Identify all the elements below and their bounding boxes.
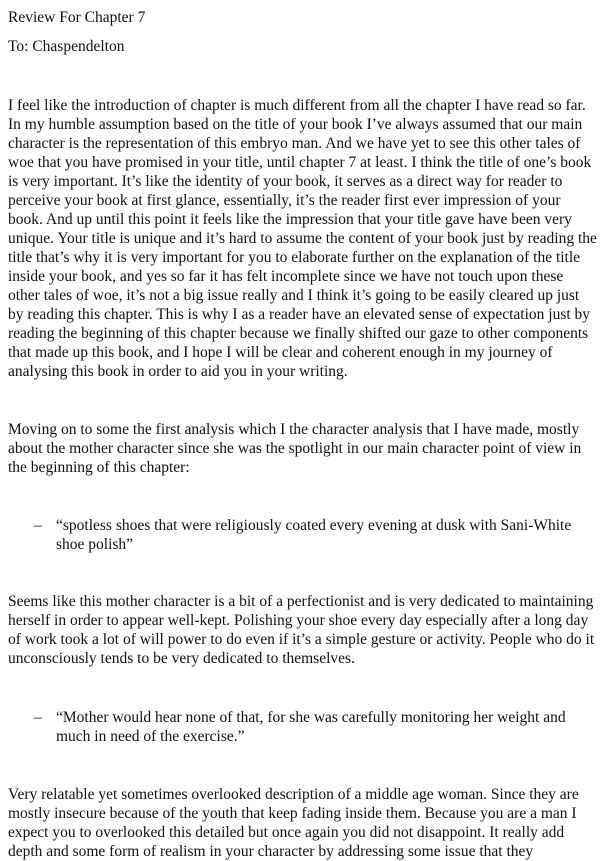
quote-item bbox=[8, 516, 598, 554]
quote-text: “Mother would hear none of that, for she was carefully monitoring her weight and much in need of the exercise.” bbox=[56, 709, 566, 745]
quote-dash-marker: – bbox=[34, 517, 42, 534]
quote-dash-marker: – bbox=[34, 709, 42, 726]
document-title: Review For Chapter 7 bbox=[8, 9, 146, 26]
quote-text: “spotless shoes that were religiously coated every evening at dusk with Sani-White shoe polish” bbox=[56, 517, 572, 553]
quote-item bbox=[8, 708, 598, 746]
paragraph-perfectionist: Seems like this mother character is a bit of a perfectionist and is very dedicated to maintaining herself in order to appear well-kept. Polishing your shoe every day especially after a long day of work took a lot of will power to do even if it’s a simple gesture or activity. People who do it unconsciously tends to be very dedicated to themselves. bbox=[8, 593, 595, 667]
paragraph-introduction: I feel like the introduction of chapter is much different from all the chapter I have read so far. In my humble assumption based on the title of your book I’ve always assumed that our main character is the representation of this embryo man. And we have yet to see this other tales of woe that you have promised in your title, until chapter 7 at least. I think the title of one’s book is very important. It’s like the identity of your book, it serves as a direct way for reader to perceive your book at first glance, essentially, it’s the reader first ever impression of your book. And up until this point it feels like the impression that your title gave have been very unique. Your title is unique and it’s hard to assume the content of your book just by reading the title that’s why it is very important for you to elaborate further on the explanation of the title inside your book, and yes so far it has felt incomplete since we have not touch upon these other tales of woe, it’s not a big issue really and I think it’s going to be easily cleared up just by reading this chapter. This is why I as a reader have an elevated sense of expectation just by reading the beginning of this chapter because we finally shifted our gaze to other components that made up this book, and I hope I will be clear and coherent enough in my journey of analysing this book in order to aid you in your writing. bbox=[8, 97, 597, 380]
paragraph-analysis-intro: Moving on to some the first analysis which I the character analysis that I have made, mostly about the mother character since she was the spotlight in our main character point of view in the beginning of this chapter: bbox=[8, 421, 582, 476]
paragraph-middle-age: Very relatable yet sometimes overlooked description of a middle age woman. Since they are mostly insecure because of the youth that keep fading inside them. Because you are a man I expect you to overlooked this detailed but once again you did not disappoint. It really add depth and some form of realism in your character by addressing some issue that they bbox=[8, 786, 579, 860]
recipient-line: To: Chaspendelton bbox=[8, 38, 125, 55]
